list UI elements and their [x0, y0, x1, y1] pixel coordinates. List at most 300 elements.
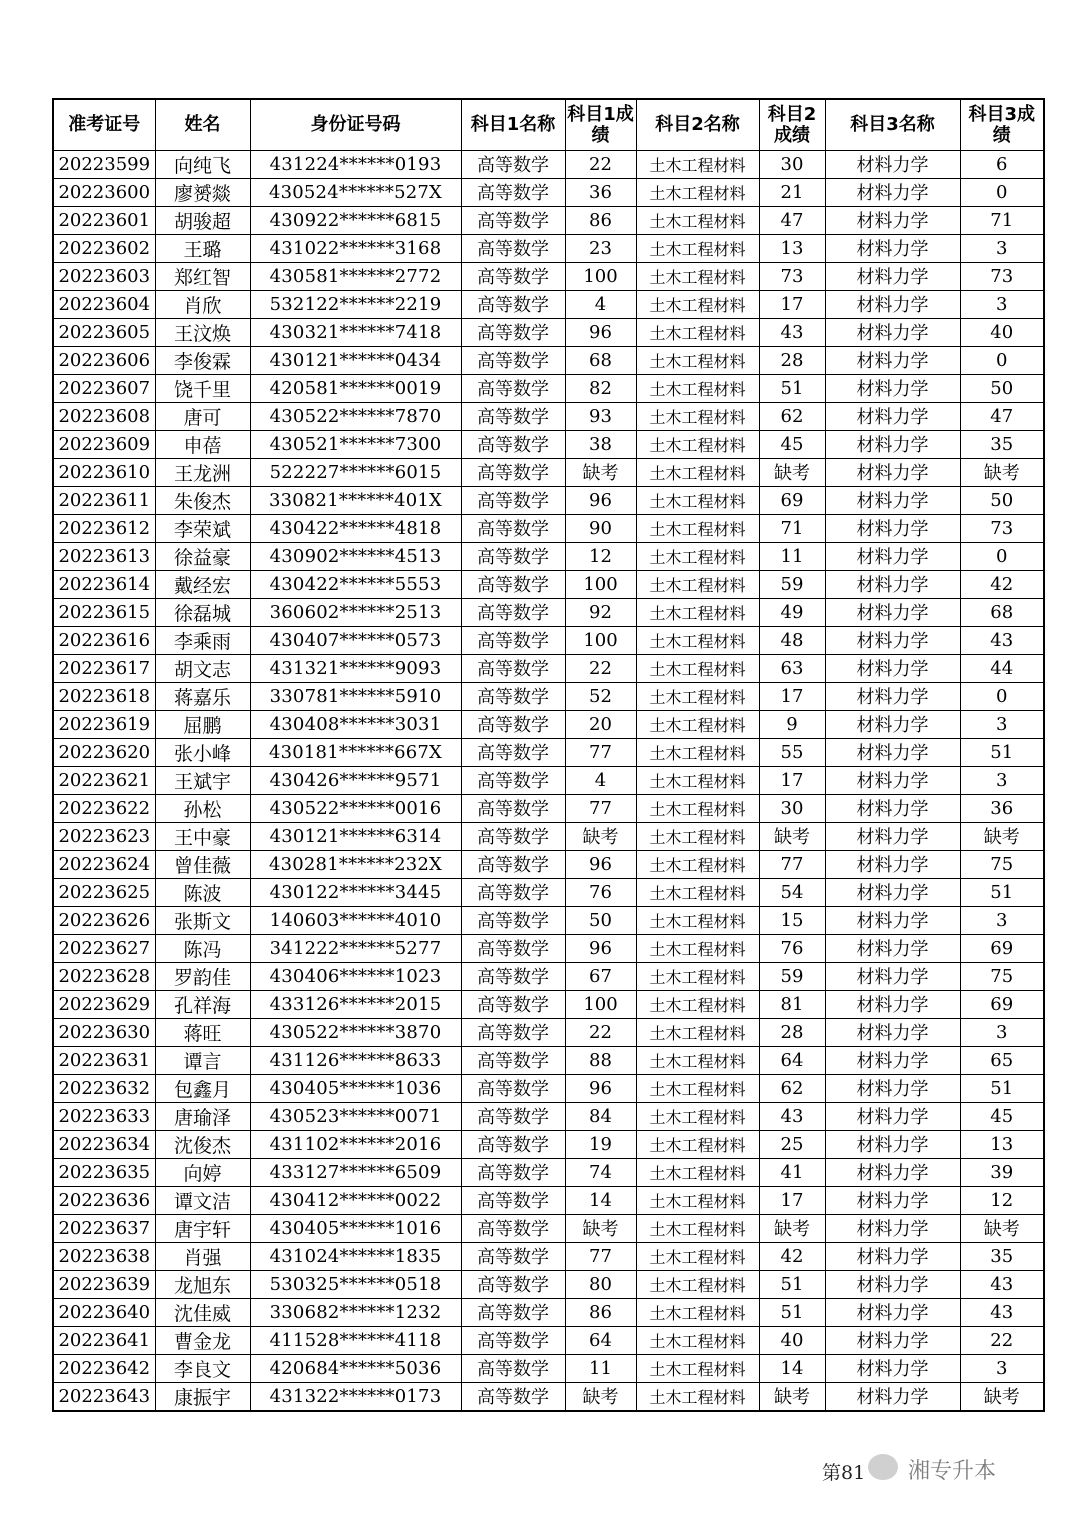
- cell-subject1-name: 高等数学: [461, 486, 565, 514]
- cell-id-card: 431126******8633: [250, 1046, 461, 1074]
- cell-name: 胡骏超: [155, 206, 250, 234]
- cell-subject2-score: 51: [759, 1298, 825, 1326]
- cell-subject2-name: 土木工程材料: [636, 738, 759, 766]
- cell-subject1-name: 高等数学: [461, 962, 565, 990]
- cell-subject2-name: 土木工程材料: [636, 654, 759, 682]
- cell-name: 王斌宇: [155, 766, 250, 794]
- table-row: [53, 514, 1044, 542]
- cell-subject1-score: 92: [565, 598, 636, 626]
- cell-id-card: 330821******401X: [250, 486, 461, 514]
- cell-subject2-score: 13: [759, 234, 825, 262]
- cell-name: 肖欣: [155, 290, 250, 318]
- cell-subject3-name: 材料力学: [825, 1074, 960, 1102]
- cell-id-card: 430405******1016: [250, 1214, 461, 1242]
- cell-subject3-name: 材料力学: [825, 1158, 960, 1186]
- cell-id-card: 360602******2513: [250, 598, 461, 626]
- cell-subject1-name: 高等数学: [461, 514, 565, 542]
- cell-subject1-score: 90: [565, 514, 636, 542]
- cell-subject3-name: 材料力学: [825, 1298, 960, 1326]
- cell-subject3-name: 材料力学: [825, 626, 960, 654]
- cell-subject2-score: 缺考: [759, 1382, 825, 1411]
- cell-name: 孙松: [155, 794, 250, 822]
- table-body: [53, 150, 1044, 1411]
- wechat-icon: [868, 1454, 898, 1480]
- table-row: [53, 1242, 1044, 1270]
- cell-subject2-score: 17: [759, 290, 825, 318]
- table-row: [53, 1158, 1044, 1186]
- cell-subject2-name: 土木工程材料: [636, 990, 759, 1018]
- cell-subject1-score: 67: [565, 962, 636, 990]
- cell-name: 谭言: [155, 1046, 250, 1074]
- cell-subject1-name: 高等数学: [461, 1214, 565, 1242]
- cell-name: 龙旭东: [155, 1270, 250, 1298]
- cell-subject3-name: 材料力学: [825, 962, 960, 990]
- table-row: [53, 598, 1044, 626]
- table-row: [53, 290, 1044, 318]
- cell-subject2-name: 土木工程材料: [636, 962, 759, 990]
- cell-subject2-score: 43: [759, 1102, 825, 1130]
- cell-subject3-name: 材料力学: [825, 402, 960, 430]
- cell-subject1-name: 高等数学: [461, 850, 565, 878]
- cell-id-card: 431322******0173: [250, 1382, 461, 1411]
- cell-subject3-name: 材料力学: [825, 234, 960, 262]
- cell-subject3-name: 材料力学: [825, 262, 960, 290]
- cell-subject2-name: 土木工程材料: [636, 1382, 759, 1411]
- cell-subject3-name: 材料力学: [825, 766, 960, 794]
- cell-subject1-score: 100: [565, 990, 636, 1018]
- cell-subject2-name: 土木工程材料: [636, 878, 759, 906]
- cell-name: 胡文志: [155, 654, 250, 682]
- table-row: [53, 1102, 1044, 1130]
- cell-subject2-name: 土木工程材料: [636, 262, 759, 290]
- cell-subject1-score: 36: [565, 178, 636, 206]
- cell-exam-id: 20223630: [53, 1018, 155, 1046]
- cell-id-card: 430408******3031: [250, 710, 461, 738]
- cell-subject1-name: 高等数学: [461, 1186, 565, 1214]
- cell-id-card: 420581******0019: [250, 374, 461, 402]
- cell-name: 沈俊杰: [155, 1130, 250, 1158]
- cell-subject3-score: 0: [960, 178, 1044, 206]
- cell-name: 唐瑜泽: [155, 1102, 250, 1130]
- cell-id-card: 430406******1023: [250, 962, 461, 990]
- cell-subject1-score: 缺考: [565, 822, 636, 850]
- cell-subject2-score: 69: [759, 486, 825, 514]
- cell-name: 王汶焕: [155, 318, 250, 346]
- cell-subject3-score: 0: [960, 346, 1044, 374]
- cell-exam-id: 20223606: [53, 346, 155, 374]
- cell-subject1-name: 高等数学: [461, 1354, 565, 1382]
- cell-subject3-score: 51: [960, 738, 1044, 766]
- cell-subject3-name: 材料力学: [825, 1130, 960, 1158]
- cell-name: 罗韵佳: [155, 962, 250, 990]
- cell-exam-id: 20223620: [53, 738, 155, 766]
- cell-subject2-name: 土木工程材料: [636, 234, 759, 262]
- cell-name: 蒋嘉乐: [155, 682, 250, 710]
- cell-subject1-name: 高等数学: [461, 934, 565, 962]
- cell-exam-id: 20223601: [53, 206, 155, 234]
- cell-subject2-name: 土木工程材料: [636, 570, 759, 598]
- cell-id-card: 430122******3445: [250, 878, 461, 906]
- cell-subject1-name: 高等数学: [461, 1382, 565, 1411]
- cell-id-card: 330781******5910: [250, 682, 461, 710]
- cell-subject3-score: 51: [960, 878, 1044, 906]
- cell-subject2-score: 62: [759, 1074, 825, 1102]
- cell-subject1-score: 77: [565, 738, 636, 766]
- cell-subject1-name: 高等数学: [461, 738, 565, 766]
- table-row: [53, 626, 1044, 654]
- cell-name: 饶千里: [155, 374, 250, 402]
- cell-subject1-score: 96: [565, 934, 636, 962]
- cell-subject1-name: 高等数学: [461, 290, 565, 318]
- cell-subject3-name: 材料力学: [825, 514, 960, 542]
- cell-exam-id: 20223631: [53, 1046, 155, 1074]
- cell-subject2-name: 土木工程材料: [636, 822, 759, 850]
- table-row: [53, 206, 1044, 234]
- table-row: [53, 374, 1044, 402]
- cell-subject2-score: 15: [759, 906, 825, 934]
- cell-id-card: 140603******4010: [250, 906, 461, 934]
- table-row: [53, 458, 1044, 486]
- cell-subject3-name: 材料力学: [825, 374, 960, 402]
- cell-name: 郑红智: [155, 262, 250, 290]
- table-row: [53, 1074, 1044, 1102]
- cell-subject1-score: 20: [565, 710, 636, 738]
- cell-subject2-score: 30: [759, 794, 825, 822]
- cell-subject3-score: 0: [960, 542, 1044, 570]
- cell-exam-id: 20223607: [53, 374, 155, 402]
- cell-subject2-score: 59: [759, 962, 825, 990]
- cell-subject2-score: 9: [759, 710, 825, 738]
- cell-exam-id: 20223629: [53, 990, 155, 1018]
- cell-subject2-score: 28: [759, 1018, 825, 1046]
- table-row: [53, 878, 1044, 906]
- cell-subject1-score: 96: [565, 850, 636, 878]
- cell-subject3-score: 75: [960, 962, 1044, 990]
- cell-name: 曹金龙: [155, 1326, 250, 1354]
- cell-subject2-score: 25: [759, 1130, 825, 1158]
- cell-subject1-name: 高等数学: [461, 206, 565, 234]
- cell-subject2-name: 土木工程材料: [636, 766, 759, 794]
- cell-subject1-name: 高等数学: [461, 374, 565, 402]
- table-row: [53, 1046, 1044, 1074]
- cell-subject3-score: 65: [960, 1046, 1044, 1074]
- cell-subject1-score: 19: [565, 1130, 636, 1158]
- cell-subject1-name: 高等数学: [461, 542, 565, 570]
- cell-subject2-name: 土木工程材料: [636, 598, 759, 626]
- cell-subject1-name: 高等数学: [461, 626, 565, 654]
- table-row: [53, 850, 1044, 878]
- cell-subject3-score: 3: [960, 290, 1044, 318]
- cell-subject3-score: 13: [960, 1130, 1044, 1158]
- table-header: [53, 99, 1044, 150]
- cell-subject1-name: 高等数学: [461, 990, 565, 1018]
- cell-subject3-score: 3: [960, 1354, 1044, 1382]
- cell-subject2-score: 48: [759, 626, 825, 654]
- table-row: [53, 1130, 1044, 1158]
- cell-name: 唐宇轩: [155, 1214, 250, 1242]
- cell-subject1-score: 缺考: [565, 1214, 636, 1242]
- cell-subject1-score: 77: [565, 1242, 636, 1270]
- cell-id-card: 430521******7300: [250, 430, 461, 458]
- cell-subject1-score: 4: [565, 766, 636, 794]
- cell-subject3-name: 材料力学: [825, 346, 960, 374]
- cell-exam-id: 20223628: [53, 962, 155, 990]
- cell-subject3-name: 材料力学: [825, 934, 960, 962]
- cell-subject3-name: 材料力学: [825, 150, 960, 178]
- cell-id-card: 431024******1835: [250, 1242, 461, 1270]
- cell-subject2-name: 土木工程材料: [636, 514, 759, 542]
- cell-subject3-score: 50: [960, 486, 1044, 514]
- cell-exam-id: 20223615: [53, 598, 155, 626]
- cell-name: 唐可: [155, 402, 250, 430]
- cell-subject1-score: 4: [565, 290, 636, 318]
- table-row: [53, 654, 1044, 682]
- cell-subject2-name: 土木工程材料: [636, 346, 759, 374]
- cell-subject3-name: 材料力学: [825, 822, 960, 850]
- cell-subject2-score: 64: [759, 1046, 825, 1074]
- cell-exam-id: 20223633: [53, 1102, 155, 1130]
- cell-subject1-score: 50: [565, 906, 636, 934]
- score-table: [52, 98, 1045, 1412]
- cell-id-card: 430902******4513: [250, 542, 461, 570]
- cell-subject2-name: 土木工程材料: [636, 1158, 759, 1186]
- cell-subject1-name: 高等数学: [461, 178, 565, 206]
- table-row: [53, 1018, 1044, 1046]
- cell-subject3-score: 3: [960, 710, 1044, 738]
- cell-subject3-score: 缺考: [960, 1382, 1044, 1411]
- cell-subject1-name: 高等数学: [461, 1326, 565, 1354]
- cell-subject2-name: 土木工程材料: [636, 458, 759, 486]
- cell-subject2-score: 42: [759, 1242, 825, 1270]
- table-row: [53, 318, 1044, 346]
- header-subject1-name: 科目1名称: [461, 99, 565, 150]
- cell-subject1-name: 高等数学: [461, 1130, 565, 1158]
- cell-name: 李乘雨: [155, 626, 250, 654]
- cell-id-card: 330682******1232: [250, 1298, 461, 1326]
- table-row: [53, 346, 1044, 374]
- cell-exam-id: 20223616: [53, 626, 155, 654]
- cell-subject2-score: 17: [759, 1186, 825, 1214]
- table-row: [53, 990, 1044, 1018]
- cell-subject1-score: 38: [565, 430, 636, 458]
- cell-subject3-name: 材料力学: [825, 318, 960, 346]
- cell-subject2-score: 缺考: [759, 1214, 825, 1242]
- cell-subject3-name: 材料力学: [825, 906, 960, 934]
- cell-subject3-name: 材料力学: [825, 178, 960, 206]
- cell-subject2-score: 51: [759, 374, 825, 402]
- cell-subject2-name: 土木工程材料: [636, 1326, 759, 1354]
- cell-exam-id: 20223610: [53, 458, 155, 486]
- table-row: [53, 962, 1044, 990]
- cell-subject3-score: 0: [960, 682, 1044, 710]
- cell-subject3-name: 材料力学: [825, 542, 960, 570]
- cell-id-card: 430281******232X: [250, 850, 461, 878]
- cell-subject3-score: 71: [960, 206, 1044, 234]
- cell-exam-id: 20223623: [53, 822, 155, 850]
- cell-subject2-score: 76: [759, 934, 825, 962]
- cell-subject3-name: 材料力学: [825, 682, 960, 710]
- table-row: [53, 1354, 1044, 1382]
- cell-subject3-name: 材料力学: [825, 1382, 960, 1411]
- cell-exam-id: 20223632: [53, 1074, 155, 1102]
- cell-subject2-score: 17: [759, 682, 825, 710]
- cell-subject3-score: 6: [960, 150, 1044, 178]
- cell-name: 蒋旺: [155, 1018, 250, 1046]
- cell-subject1-name: 高等数学: [461, 318, 565, 346]
- header-row: [53, 99, 1044, 150]
- cell-subject2-score: 71: [759, 514, 825, 542]
- table-row: [53, 1326, 1044, 1354]
- table-row: [53, 262, 1044, 290]
- cell-subject2-name: 土木工程材料: [636, 1130, 759, 1158]
- cell-subject1-score: 22: [565, 1018, 636, 1046]
- cell-exam-id: 20223599: [53, 150, 155, 178]
- cell-name: 申蓓: [155, 430, 250, 458]
- cell-subject1-score: 14: [565, 1186, 636, 1214]
- header-subject3-score: 科目3成绩: [960, 99, 1044, 150]
- cell-subject2-score: 45: [759, 430, 825, 458]
- cell-exam-id: 20223612: [53, 514, 155, 542]
- cell-exam-id: 20223635: [53, 1158, 155, 1186]
- cell-name: 沈佳威: [155, 1298, 250, 1326]
- cell-subject1-name: 高等数学: [461, 234, 565, 262]
- cell-subject1-name: 高等数学: [461, 150, 565, 178]
- cell-subject3-name: 材料力学: [825, 290, 960, 318]
- cell-id-card: 433126******2015: [250, 990, 461, 1018]
- cell-subject3-name: 材料力学: [825, 430, 960, 458]
- cell-subject3-name: 材料力学: [825, 1018, 960, 1046]
- cell-id-card: 430181******667X: [250, 738, 461, 766]
- cell-subject1-score: 22: [565, 150, 636, 178]
- table-row: [53, 1382, 1044, 1411]
- cell-subject1-score: 86: [565, 206, 636, 234]
- cell-exam-id: 20223639: [53, 1270, 155, 1298]
- cell-subject1-name: 高等数学: [461, 710, 565, 738]
- cell-subject2-score: 17: [759, 766, 825, 794]
- cell-subject2-score: 51: [759, 1270, 825, 1298]
- cell-subject3-score: 22: [960, 1326, 1044, 1354]
- table-row: [53, 486, 1044, 514]
- table-row: [53, 906, 1044, 934]
- cell-subject3-score: 缺考: [960, 1214, 1044, 1242]
- table-row: [53, 570, 1044, 598]
- cell-subject3-score: 35: [960, 430, 1044, 458]
- table-row: [53, 710, 1044, 738]
- header-id-card: 身份证号码: [250, 99, 461, 150]
- cell-subject1-name: 高等数学: [461, 906, 565, 934]
- cell-subject3-score: 3: [960, 766, 1044, 794]
- cell-exam-id: 20223640: [53, 1298, 155, 1326]
- table-row: [53, 402, 1044, 430]
- cell-subject3-score: 44: [960, 654, 1044, 682]
- cell-subject3-score: 3: [960, 906, 1044, 934]
- cell-subject3-name: 材料力学: [825, 1270, 960, 1298]
- cell-subject2-score: 28: [759, 346, 825, 374]
- page-footer: 第81: [822, 1462, 866, 1484]
- header-exam-id: 准考证号: [53, 99, 155, 150]
- table-row: [53, 150, 1044, 178]
- cell-subject1-name: 高等数学: [461, 598, 565, 626]
- cell-subject3-name: 材料力学: [825, 1354, 960, 1382]
- cell-name: 张小峰: [155, 738, 250, 766]
- cell-id-card: 420684******5036: [250, 1354, 461, 1382]
- cell-subject1-name: 高等数学: [461, 822, 565, 850]
- cell-id-card: 430422******4818: [250, 514, 461, 542]
- cell-exam-id: 20223619: [53, 710, 155, 738]
- cell-subject2-name: 土木工程材料: [636, 626, 759, 654]
- cell-subject2-name: 土木工程材料: [636, 486, 759, 514]
- cell-subject1-score: 100: [565, 262, 636, 290]
- cell-subject2-score: 63: [759, 654, 825, 682]
- cell-subject1-score: 80: [565, 1270, 636, 1298]
- cell-subject3-name: 材料力学: [825, 710, 960, 738]
- cell-name: 肖强: [155, 1242, 250, 1270]
- cell-subject2-name: 土木工程材料: [636, 318, 759, 346]
- cell-subject2-name: 土木工程材料: [636, 150, 759, 178]
- cell-exam-id: 20223617: [53, 654, 155, 682]
- cell-subject1-score: 96: [565, 486, 636, 514]
- cell-subject1-score: 77: [565, 794, 636, 822]
- watermark-text: 湘专升本: [908, 1459, 997, 1484]
- cell-exam-id: 20223602: [53, 234, 155, 262]
- cell-subject3-score: 3: [960, 1018, 1044, 1046]
- cell-subject2-name: 土木工程材料: [636, 1270, 759, 1298]
- header-subject2-score: 科目2成绩: [759, 99, 825, 150]
- cell-subject2-name: 土木工程材料: [636, 178, 759, 206]
- cell-name: 李荣斌: [155, 514, 250, 542]
- cell-subject1-name: 高等数学: [461, 262, 565, 290]
- cell-subject1-name: 高等数学: [461, 878, 565, 906]
- cell-subject2-name: 土木工程材料: [636, 402, 759, 430]
- cell-subject3-name: 材料力学: [825, 794, 960, 822]
- cell-subject1-name: 高等数学: [461, 1158, 565, 1186]
- cell-subject1-score: 100: [565, 626, 636, 654]
- cell-subject3-score: 43: [960, 626, 1044, 654]
- cell-id-card: 430522******7870: [250, 402, 461, 430]
- cell-subject3-score: 43: [960, 1298, 1044, 1326]
- cell-subject3-name: 材料力学: [825, 598, 960, 626]
- cell-subject2-name: 土木工程材料: [636, 1214, 759, 1242]
- cell-subject3-name: 材料力学: [825, 990, 960, 1018]
- cell-subject2-name: 土木工程材料: [636, 682, 759, 710]
- cell-id-card: 522227******6015: [250, 458, 461, 486]
- cell-exam-id: 20223614: [53, 570, 155, 598]
- cell-subject3-score: 12: [960, 1186, 1044, 1214]
- cell-subject3-score: 73: [960, 262, 1044, 290]
- cell-subject3-score: 缺考: [960, 822, 1044, 850]
- cell-id-card: 430922******6815: [250, 206, 461, 234]
- cell-subject1-score: 11: [565, 1354, 636, 1382]
- table-row: [53, 766, 1044, 794]
- table-row: [53, 234, 1044, 262]
- cell-subject3-score: 35: [960, 1242, 1044, 1270]
- cell-exam-id: 20223624: [53, 850, 155, 878]
- cell-subject3-name: 材料力学: [825, 1214, 960, 1242]
- cell-subject2-score: 49: [759, 598, 825, 626]
- cell-subject1-score: 93: [565, 402, 636, 430]
- cell-subject3-name: 材料力学: [825, 878, 960, 906]
- cell-subject3-score: 69: [960, 934, 1044, 962]
- cell-subject1-name: 高等数学: [461, 1046, 565, 1074]
- cell-subject2-score: 77: [759, 850, 825, 878]
- cell-id-card: 532122******2219: [250, 290, 461, 318]
- cell-subject1-score: 23: [565, 234, 636, 262]
- header-subject3-name: 科目3名称: [825, 99, 960, 150]
- cell-subject1-score: 82: [565, 374, 636, 402]
- cell-exam-id: 20223626: [53, 906, 155, 934]
- table-row: [53, 1270, 1044, 1298]
- cell-exam-id: 20223642: [53, 1354, 155, 1382]
